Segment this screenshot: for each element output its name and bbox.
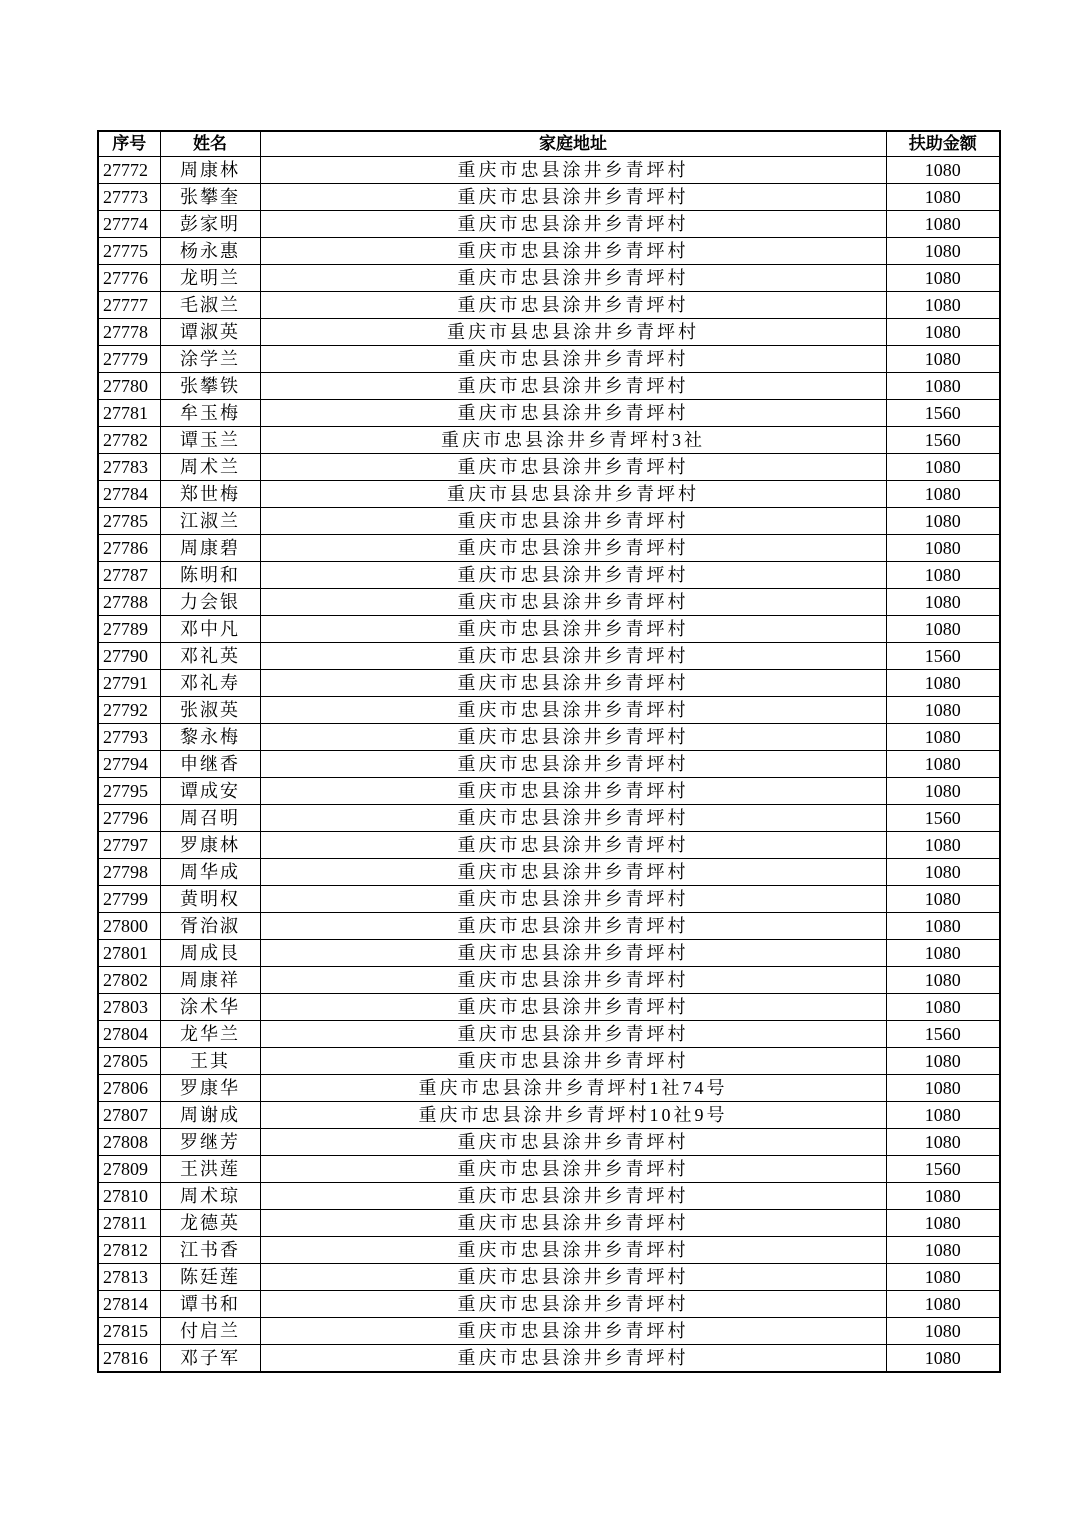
cell-seq: 27775 [98,238,160,265]
cell-address: 重庆市忠县涂井乡青坪村 [260,562,886,589]
cell-amount: 1560 [886,805,1000,832]
cell-amount: 1080 [886,292,1000,319]
cell-address: 重庆市忠县涂井乡青坪村 [260,1156,886,1183]
cell-seq: 27805 [98,1048,160,1075]
cell-address: 重庆市忠县涂井乡青坪村 [260,238,886,265]
cell-amount: 1080 [886,1075,1000,1102]
cell-amount: 1080 [886,670,1000,697]
cell-name: 周康碧 [160,535,260,562]
cell-address: 重庆市忠县涂井乡青坪村 [260,292,886,319]
cell-seq: 27800 [98,913,160,940]
table-row [98,913,1000,940]
cell-seq: 27781 [98,400,160,427]
table-row [98,967,1000,994]
table-row [98,1237,1000,1264]
cell-name: 彭家明 [160,211,260,238]
cell-name: 杨永惠 [160,238,260,265]
table-row [98,319,1000,346]
table-row [98,508,1000,535]
cell-seq: 27774 [98,211,160,238]
table-row [98,292,1000,319]
cell-seq: 27811 [98,1210,160,1237]
cell-seq: 27810 [98,1183,160,1210]
cell-seq: 27780 [98,373,160,400]
cell-address: 重庆市忠县涂井乡青坪村 [260,643,886,670]
cell-address: 重庆市忠县涂井乡青坪村 [260,778,886,805]
cell-name: 谭书和 [160,1291,260,1318]
table-row [98,346,1000,373]
cell-name: 周谢成 [160,1102,260,1129]
cell-address: 重庆市忠县涂井乡青坪村3社 [260,427,886,454]
cell-seq: 27792 [98,697,160,724]
header-row [98,131,1000,157]
table-row [98,859,1000,886]
table-row [98,1183,1000,1210]
cell-name: 黎永梅 [160,724,260,751]
cell-seq: 27809 [98,1156,160,1183]
table-row [98,184,1000,211]
cell-amount: 1080 [886,346,1000,373]
cell-amount: 1080 [886,616,1000,643]
cell-name: 江淑兰 [160,508,260,535]
cell-name: 周华成 [160,859,260,886]
cell-amount: 1080 [886,562,1000,589]
cell-address: 重庆市忠县涂井乡青坪村 [260,508,886,535]
table-row [98,1048,1000,1075]
cell-seq: 27778 [98,319,160,346]
cell-name: 龙德英 [160,1210,260,1237]
cell-seq: 27798 [98,859,160,886]
table-row [98,157,1000,184]
cell-name: 黄明权 [160,886,260,913]
cell-amount: 1080 [886,1345,1000,1373]
cell-seq: 27773 [98,184,160,211]
cell-amount: 1080 [886,1102,1000,1129]
subsidy-table [97,130,1001,1373]
cell-name: 罗康华 [160,1075,260,1102]
cell-seq: 27787 [98,562,160,589]
table-row [98,400,1000,427]
cell-name: 周术兰 [160,454,260,481]
cell-amount: 1080 [886,454,1000,481]
cell-name: 谭成安 [160,778,260,805]
cell-name: 力会银 [160,589,260,616]
cell-address: 重庆市忠县涂井乡青坪村 [260,373,886,400]
table-row [98,562,1000,589]
cell-seq: 27803 [98,994,160,1021]
table-row [98,805,1000,832]
cell-seq: 27790 [98,643,160,670]
cell-amount: 1080 [886,211,1000,238]
cell-amount: 1080 [886,1048,1000,1075]
cell-seq: 27797 [98,832,160,859]
cell-name: 邓中凡 [160,616,260,643]
table-row [98,1129,1000,1156]
subsidy-table-container [97,130,999,1373]
cell-address: 重庆市忠县涂井乡青坪村 [260,616,886,643]
cell-name: 牟玉梅 [160,400,260,427]
cell-amount: 1080 [886,994,1000,1021]
cell-name: 周康林 [160,157,260,184]
cell-name: 陈明和 [160,562,260,589]
cell-name: 涂学兰 [160,346,260,373]
cell-address: 重庆市忠县涂井乡青坪村 [260,454,886,481]
table-row [98,643,1000,670]
cell-seq: 27795 [98,778,160,805]
cell-name: 申继香 [160,751,260,778]
cell-seq: 27813 [98,1264,160,1291]
cell-seq: 27816 [98,1345,160,1373]
cell-seq: 27791 [98,670,160,697]
cell-amount: 1080 [886,589,1000,616]
table-row [98,1291,1000,1318]
cell-seq: 27786 [98,535,160,562]
cell-amount: 1080 [886,535,1000,562]
cell-amount: 1080 [886,913,1000,940]
cell-address: 重庆市忠县涂井乡青坪村 [260,670,886,697]
cell-amount: 1080 [886,940,1000,967]
cell-name: 周康祥 [160,967,260,994]
cell-name: 邓礼英 [160,643,260,670]
cell-amount: 1560 [886,400,1000,427]
cell-address: 重庆市忠县涂井乡青坪村 [260,1237,886,1264]
table-row [98,1318,1000,1345]
cell-address: 重庆市忠县涂井乡青坪村 [260,535,886,562]
cell-seq: 27804 [98,1021,160,1048]
cell-amount: 1080 [886,238,1000,265]
cell-amount: 1080 [886,1237,1000,1264]
cell-amount: 1080 [886,1183,1000,1210]
cell-seq: 27777 [98,292,160,319]
table-row [98,724,1000,751]
table-row [98,211,1000,238]
cell-address: 重庆市忠县涂井乡青坪村 [260,265,886,292]
cell-name: 谭玉兰 [160,427,260,454]
cell-amount: 1080 [886,832,1000,859]
cell-address: 重庆市忠县涂井乡青坪村 [260,589,886,616]
cell-seq: 27779 [98,346,160,373]
cell-address: 重庆市忠县涂井乡青坪村 [260,1129,886,1156]
cell-seq: 27784 [98,481,160,508]
cell-name: 张攀奎 [160,184,260,211]
cell-name: 周术琼 [160,1183,260,1210]
cell-address: 重庆市忠县涂井乡青坪村 [260,1183,886,1210]
cell-address: 重庆市忠县涂井乡青坪村 [260,994,886,1021]
cell-address: 重庆市县忠县涂井乡青坪村 [260,481,886,508]
table-row [98,1021,1000,1048]
cell-address: 重庆市忠县涂井乡青坪村 [260,157,886,184]
header-address: 家庭地址 [260,131,886,157]
cell-amount: 1560 [886,643,1000,670]
table-row [98,1102,1000,1129]
cell-seq: 27794 [98,751,160,778]
table-header [98,131,1000,157]
cell-address: 重庆市忠县涂井乡青坪村 [260,832,886,859]
cell-seq: 27799 [98,886,160,913]
cell-seq: 27801 [98,940,160,967]
table-row [98,238,1000,265]
cell-address: 重庆市忠县涂井乡青坪村 [260,751,886,778]
cell-seq: 27772 [98,157,160,184]
cell-seq: 27785 [98,508,160,535]
cell-address: 重庆市忠县涂井乡青坪村 [260,697,886,724]
cell-amount: 1080 [886,724,1000,751]
cell-amount: 1560 [886,1021,1000,1048]
cell-amount: 1080 [886,1291,1000,1318]
cell-amount: 1080 [886,265,1000,292]
cell-name: 张淑英 [160,697,260,724]
table-row [98,832,1000,859]
cell-seq: 27807 [98,1102,160,1129]
cell-address: 重庆市忠县涂井乡青坪村1社74号 [260,1075,886,1102]
cell-seq: 27796 [98,805,160,832]
header-seq: 序号 [98,131,160,157]
cell-seq: 27776 [98,265,160,292]
cell-seq: 27802 [98,967,160,994]
table-row [98,1156,1000,1183]
cell-address: 重庆市忠县涂井乡青坪村 [260,400,886,427]
cell-name: 毛淑兰 [160,292,260,319]
cell-name: 邓礼寿 [160,670,260,697]
cell-address: 重庆市忠县涂井乡青坪村 [260,805,886,832]
cell-address: 重庆市忠县涂井乡青坪村 [260,211,886,238]
cell-name: 胥治淑 [160,913,260,940]
cell-seq: 27808 [98,1129,160,1156]
cell-amount: 1080 [886,1129,1000,1156]
table-row [98,454,1000,481]
cell-name: 邓子军 [160,1345,260,1373]
cell-address: 重庆市忠县涂井乡青坪村10社9号 [260,1102,886,1129]
cell-name: 涂术华 [160,994,260,1021]
cell-amount: 1080 [886,967,1000,994]
cell-amount: 1080 [886,481,1000,508]
cell-name: 郑世梅 [160,481,260,508]
cell-name: 陈廷莲 [160,1264,260,1291]
cell-address: 重庆市忠县涂井乡青坪村 [260,859,886,886]
cell-amount: 1080 [886,1318,1000,1345]
cell-seq: 27815 [98,1318,160,1345]
table-row [98,427,1000,454]
table-row [98,1075,1000,1102]
table-row [98,994,1000,1021]
table-row [98,265,1000,292]
table-row [98,1210,1000,1237]
cell-seq: 27812 [98,1237,160,1264]
cell-address: 重庆市忠县涂井乡青坪村 [260,940,886,967]
table-row [98,886,1000,913]
cell-address: 重庆市忠县涂井乡青坪村 [260,724,886,751]
table-row [98,373,1000,400]
table-row [98,1264,1000,1291]
table-row [98,481,1000,508]
header-name: 姓名 [160,131,260,157]
cell-seq: 27814 [98,1291,160,1318]
cell-seq: 27806 [98,1075,160,1102]
cell-address: 重庆市忠县涂井乡青坪村 [260,1345,886,1373]
cell-seq: 27782 [98,427,160,454]
cell-amount: 1080 [886,697,1000,724]
cell-name: 张攀铁 [160,373,260,400]
cell-address: 重庆市忠县涂井乡青坪村 [260,1318,886,1345]
cell-address: 重庆市忠县涂井乡青坪村 [260,886,886,913]
cell-amount: 1560 [886,427,1000,454]
cell-amount: 1080 [886,1264,1000,1291]
table-row [98,1345,1000,1373]
cell-name: 付启兰 [160,1318,260,1345]
cell-amount: 1080 [886,373,1000,400]
table-row [98,616,1000,643]
cell-name: 王洪莲 [160,1156,260,1183]
cell-address: 重庆市忠县涂井乡青坪村 [260,346,886,373]
table-row [98,940,1000,967]
cell-seq: 27789 [98,616,160,643]
cell-name: 王其 [160,1048,260,1075]
cell-address: 重庆市忠县涂井乡青坪村 [260,1021,886,1048]
cell-name: 江书香 [160,1237,260,1264]
cell-address: 重庆市忠县涂井乡青坪村 [260,1210,886,1237]
cell-amount: 1560 [886,1156,1000,1183]
cell-amount: 1080 [886,157,1000,184]
cell-address: 重庆市忠县涂井乡青坪村 [260,1264,886,1291]
cell-name: 龙华兰 [160,1021,260,1048]
cell-seq: 27793 [98,724,160,751]
table-body [98,157,1000,1373]
cell-name: 罗康林 [160,832,260,859]
cell-seq: 27783 [98,454,160,481]
table-row [98,670,1000,697]
table-row [98,535,1000,562]
cell-name: 谭淑英 [160,319,260,346]
cell-amount: 1080 [886,319,1000,346]
cell-amount: 1080 [886,886,1000,913]
header-amount: 扶助金额 [886,131,1000,157]
cell-address: 重庆市县忠县涂井乡青坪村 [260,319,886,346]
cell-amount: 1080 [886,859,1000,886]
cell-seq: 27788 [98,589,160,616]
cell-name: 周召明 [160,805,260,832]
table-row [98,751,1000,778]
cell-address: 重庆市忠县涂井乡青坪村 [260,913,886,940]
cell-amount: 1080 [886,1210,1000,1237]
cell-amount: 1080 [886,508,1000,535]
table-row [98,778,1000,805]
cell-address: 重庆市忠县涂井乡青坪村 [260,1048,886,1075]
cell-name: 罗继芳 [160,1129,260,1156]
cell-amount: 1080 [886,751,1000,778]
cell-address: 重庆市忠县涂井乡青坪村 [260,1291,886,1318]
table-row [98,589,1000,616]
cell-address: 重庆市忠县涂井乡青坪村 [260,184,886,211]
cell-name: 周成艮 [160,940,260,967]
cell-amount: 1080 [886,184,1000,211]
cell-name: 龙明兰 [160,265,260,292]
table-row [98,697,1000,724]
cell-amount: 1080 [886,778,1000,805]
cell-address: 重庆市忠县涂井乡青坪村 [260,967,886,994]
